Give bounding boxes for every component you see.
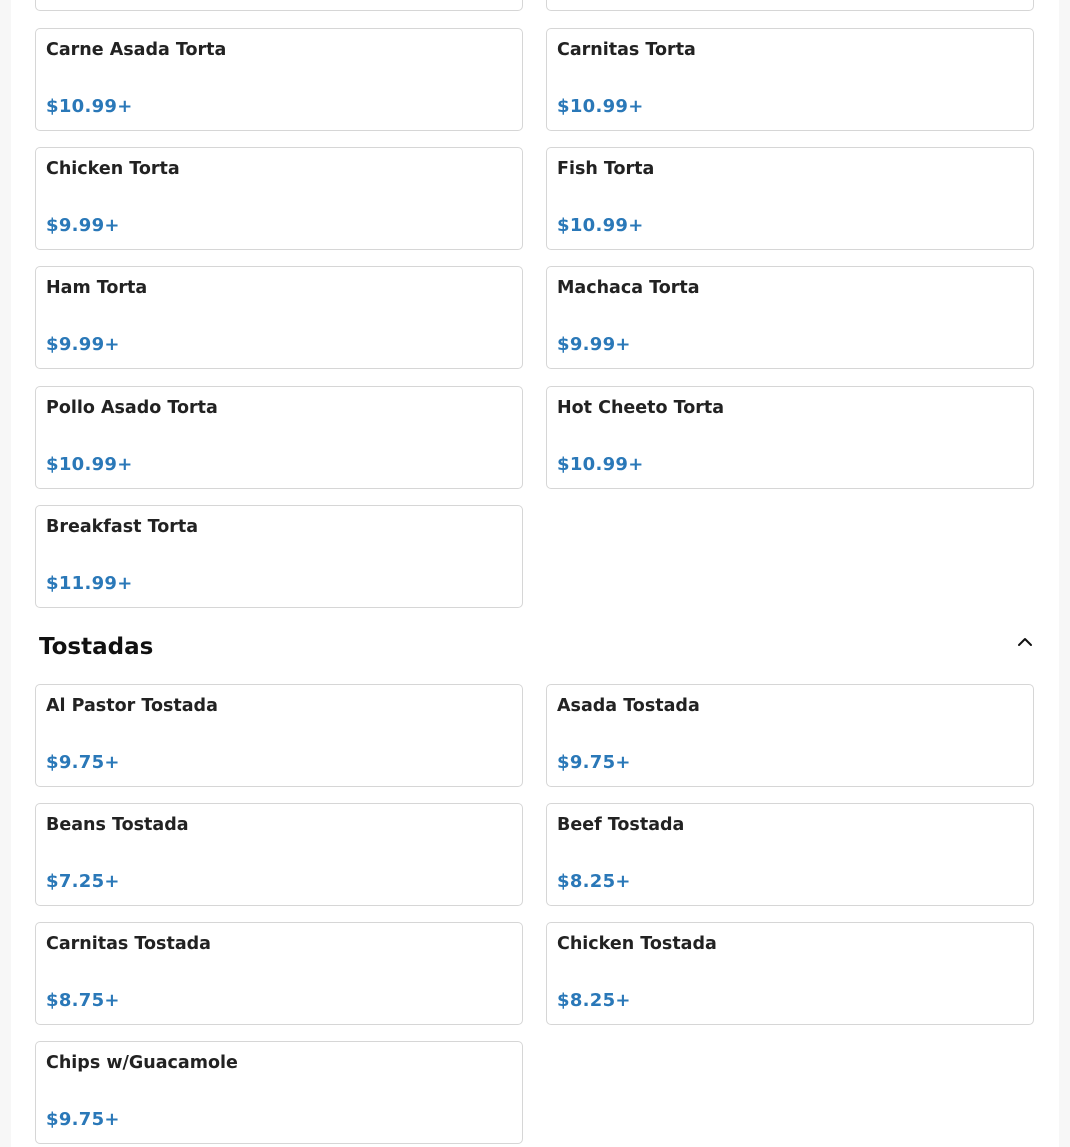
menu-item-card[interactable] [35,684,523,787]
menu-item-card[interactable] [546,803,1034,906]
menu-item-card[interactable] [35,803,523,906]
menu-item-card[interactable] [546,147,1034,250]
menu-item-price: $8.25+ [557,990,631,1011]
menu-item-card[interactable] [546,28,1034,131]
menu-item-price: $9.99+ [46,334,120,355]
menu-item-name: Machaca Torta [557,278,700,298]
menu-item-price: $9.75+ [46,752,120,773]
section-collapse-button[interactable] [1015,632,1035,652]
menu-item-name: Chicken Tostada [557,934,717,954]
section-title-tostadas: Tostadas [39,634,154,660]
menu-item-price: $10.99+ [557,215,644,236]
menu-item-name: Carnitas Tostada [46,934,211,954]
menu-item-card[interactable] [35,386,523,489]
menu-item-name: Fish Torta [557,159,655,179]
menu-item-name: Chicken Torta [46,159,180,179]
menu-item-card-partial[interactable] [35,0,523,11]
menu-item-card[interactable] [546,684,1034,787]
menu-item-price: $7.25+ [46,871,120,892]
menu-item-name: Pollo Asado Torta [46,398,218,418]
menu-item-price: $10.99+ [46,454,133,475]
menu-item-name: Beans Tostada [46,815,189,835]
menu-item-price: $8.75+ [46,990,120,1011]
menu-item-name: Carnitas Torta [557,40,696,60]
menu-item-name: Carne Asada Torta [46,40,227,60]
menu-item-card[interactable] [546,266,1034,369]
menu-item-price: $10.99+ [46,96,133,117]
menu-page [11,0,1059,1147]
chevron-up-icon [1015,632,1035,652]
menu-item-name: Beef Tostada [557,815,685,835]
menu-item-name: Breakfast Torta [46,517,199,537]
menu-item-card[interactable] [35,266,523,369]
menu-item-card-partial[interactable] [546,0,1034,11]
menu-item-name: Chips w/Guacamole [46,1053,238,1073]
menu-item-name: Asada Tostada [557,696,700,716]
menu-item-name: Ham Torta [46,278,148,298]
menu-item-card[interactable] [546,386,1034,489]
menu-item-price: $11.99+ [46,573,133,594]
menu-item-name: Hot Cheeto Torta [557,398,725,418]
menu-item-card[interactable] [35,28,523,131]
menu-item-price: $9.99+ [557,334,631,355]
menu-item-price: $8.25+ [557,871,631,892]
menu-item-price: $9.75+ [46,1109,120,1130]
menu-item-name: Al Pastor Tostada [46,696,218,716]
menu-item-price: $9.99+ [46,215,120,236]
menu-item-price: $10.99+ [557,96,644,117]
menu-item-card[interactable] [35,1041,523,1144]
menu-item-price: $9.75+ [557,752,631,773]
menu-item-card[interactable] [35,505,523,608]
menu-item-card[interactable] [35,922,523,1025]
menu-item-price: $10.99+ [557,454,644,475]
menu-item-card[interactable] [546,922,1034,1025]
menu-item-card[interactable] [35,147,523,250]
